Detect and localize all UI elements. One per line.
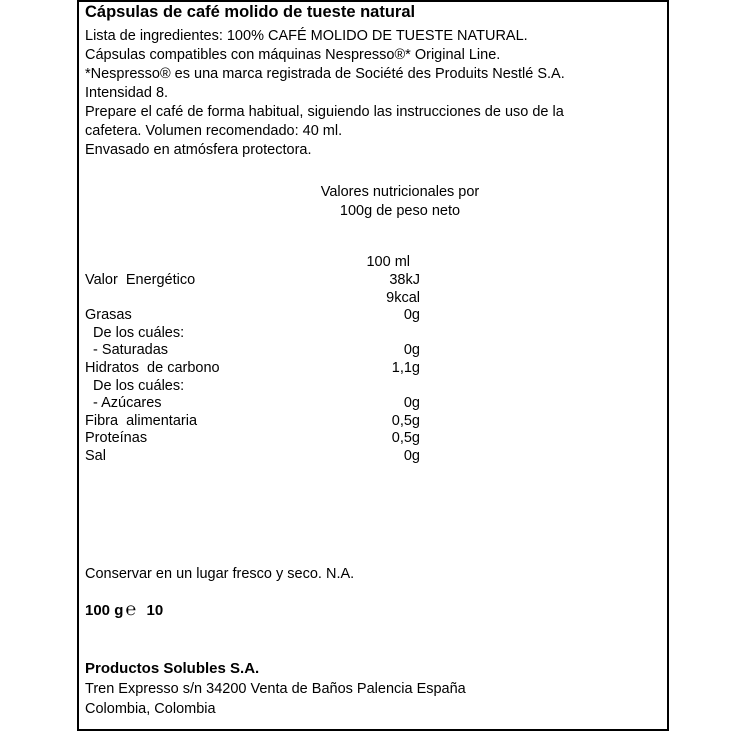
nutrient-name: Grasas [85,307,132,323]
nutrient-value: 0,5g [391,413,420,429]
preparation-line-2: cafetera. Volumen recomendado: 40 ml. [85,123,343,139]
preparation-line-1: Prepare el café de forma habitual, siguiendo las instrucciones de uso de la [85,104,564,120]
nutrient-name: De los cuáles: [85,325,185,341]
trademark-text: *Nespresso® es una marca registrada de Société des Produits Nestlé S.A. [85,66,565,82]
manufacturer-address: Tren Expresso s/n 34200 Venta de Baños Palencia España [85,681,466,697]
net-weight: 100 g [85,602,124,619]
storage-text: Conservar en un lugar fresco y seco. N.A. [85,566,355,582]
nutrient-name: Fibra alimentaria [85,413,198,429]
nutrient-name: Proteínas [85,430,148,446]
product-title: Cápsulas de café molido de tueste natural [85,3,416,21]
nutrition-column-header: 100 ml [366,254,410,270]
nutrient-name: Valor Energético [85,272,196,288]
nutrient-value: 0g [403,342,420,358]
nutrient-value: 1,1g [391,360,420,376]
ingredients-text: Lista de ingredientes: 100% CAFÉ MOLIDO DE TUESTE NATURAL. [85,28,528,44]
manufacturer-name: Productos Solubles S.A. [85,660,260,677]
nutrient-value: 0,5g [391,430,420,446]
nutrition-header-line-2: 100g de peso neto [339,203,461,219]
compatibility-text: Cápsulas compatibles con máquinas Nespresso®* Original Line. [85,47,501,63]
quantity-line [85,599,164,620]
nutrient-value: 0g [403,448,420,464]
packaging-text: Envasado en atmósfera protectora. [85,142,312,158]
nutrient-value: 38kJ [389,272,420,288]
nutrient-name: Sal [85,448,106,464]
nutrient-value: 0g [403,395,420,411]
intensity-text: Intensidad 8. [85,85,169,101]
nutrient-name: - Saturadas [85,342,169,358]
nutrient-name: Hidratos de carbono [85,360,220,376]
e-mark-icon: ℮ [125,599,137,619]
capsule-count: 10 [146,602,164,619]
nutrient-value: 9kcal [386,290,420,306]
origin-text: Colombia, Colombia [85,701,216,717]
nutrient-name: - Azúcares [85,395,162,411]
nutrition-header-line-1: Valores nutricionales por [320,184,480,200]
nutrient-value: 0g [403,307,420,323]
nutrient-name: De los cuáles: [85,378,185,394]
